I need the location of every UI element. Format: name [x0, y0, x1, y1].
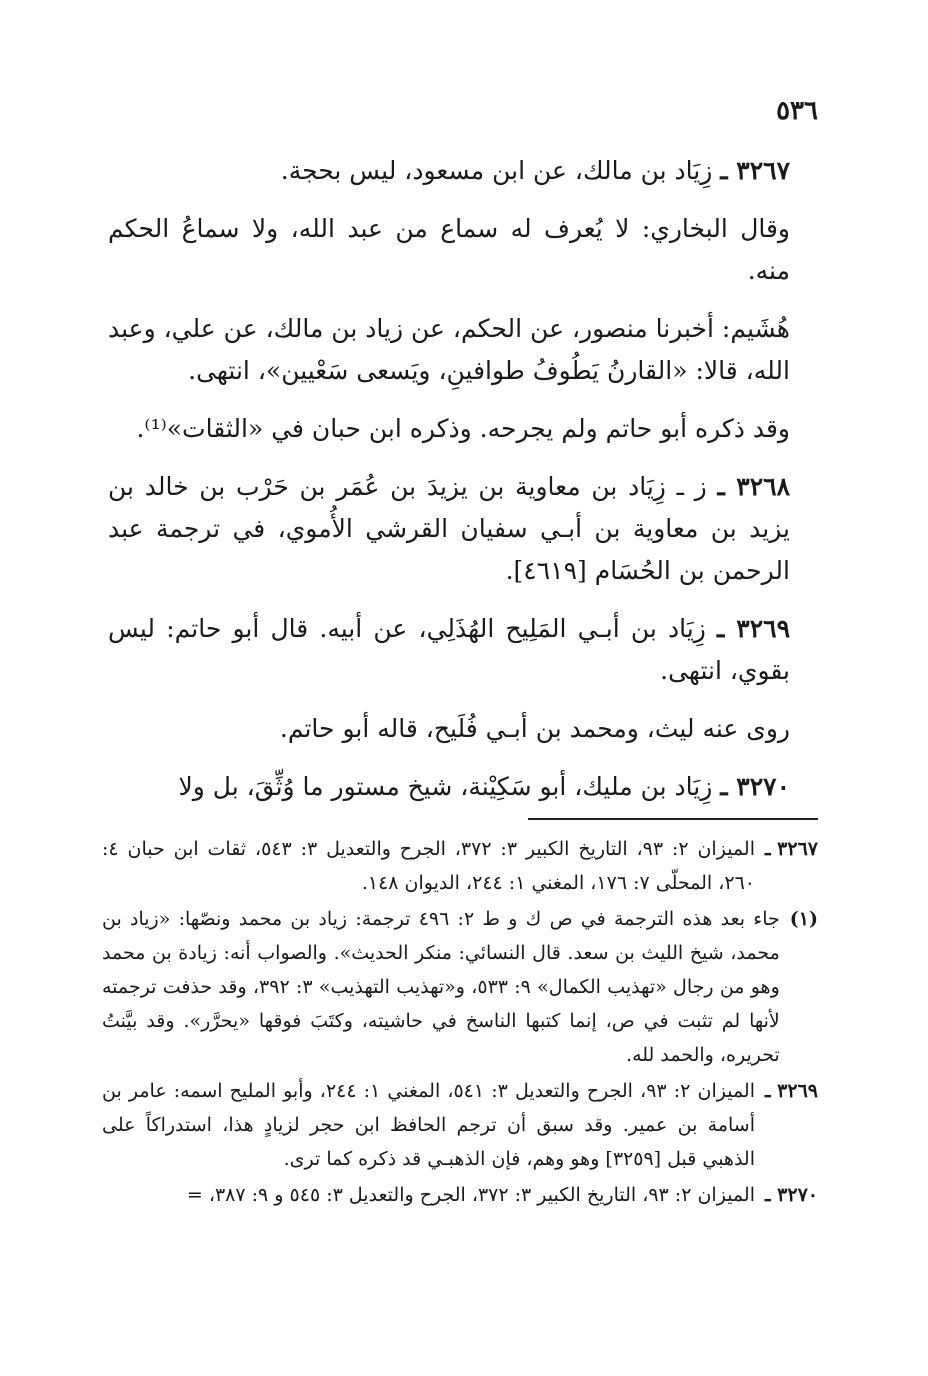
- entry-paragraph: روى عنه ليث، ومحمد بن أبـي فُلَيح، قاله أبو حاتم.: [279, 714, 790, 743]
- entry-number: ٣٢٦٧ ـ: [720, 156, 790, 185]
- footnote-3269: [102, 1074, 818, 1176]
- entry-number: ٣٢٧٠ ـ: [720, 772, 790, 801]
- footnote-text: جاء بعد هذه الترجمة في ص ك و ط ٢: ٤٩٦ ترجمة: زياد بن محمد ونصّها: «زياد بن محمد، شيخ الليث بن سعد. قال النسائي: منكر الحديث». والصواب أنه: زيادة بن محمد وهو من رجال «تهذيب الكمال» ٩: ٥٣٣، و«تهذيب التهذيب» ٣: ٣٩٢، وقد حذفت ترجمته لأنها لم تثبت في ص، إنما كتبها الناسخ في حاشيته، وكتَبَ فوقها «يحرَّر». وقد بيَّنتُ تحريره، والحمد لله.: [102, 908, 780, 1066]
- entry-text: ز ـ زِيَاد بن معاوية بن يزيدَ بن عُمَر بن حَرْب بن خالد بن يزيد بن معاوية بن أبـي سفيان القرشي الأُموي، في ترجمة عبد الرحمن بن الحُسَام [٤٦١٩].: [108, 472, 790, 585]
- entry-3267: [108, 150, 818, 192]
- footnote-1: [102, 902, 818, 1072]
- footnote-key: ٣٢٦٧ ـ: [764, 838, 818, 860]
- footnote-text: الميزان ٢: ٩٣، التاريخ الكبير ٣: ٣٧٢، الجرح والتعديل ٣: ٥٤٥ و ٩: ٣٨٧، =: [186, 1184, 755, 1206]
- footnote-3270: [102, 1178, 818, 1212]
- entry-text: زِيَاد بن مليك، أبو سَكِيْنة، شيخ مستور ما وُثِّقَ، بل ولا: [178, 772, 713, 801]
- entry-number: ٣٢٦٨ ـ: [717, 472, 791, 501]
- entry-paragraph: وقد ذكره أبو حاتم ولم يجرحه. وذكره ابن حبان في «الثقات»⁽¹⁾.: [136, 414, 790, 443]
- footnote-text: الميزان ٢: ٩٣، التاريخ الكبير ٣: ٣٧٢، الجرح والتعديل ٣: ٥٤٣، ثقات ابن حبان ٤: ٢٦٠، المحلّى ٧: ١٧٦، المغني ١: ٢٤٤، الديوان ١٤٨.: [102, 838, 755, 894]
- entry-text: زِيَاد بن مالك، عن ابن مسعود، ليس بحجة.: [280, 156, 713, 185]
- entry-text: زِيَاد بن أبـي المَلِيح الهُذَلِي، عن أبيه. قال أبو حاتم: ليس بقوي، انتهى.: [108, 614, 790, 685]
- footnote-3267: [102, 832, 818, 900]
- entry-paragraph: هُشَيم: أخبرنا منصور، عن الحكم، عن زياد بن مالك، عن علي، وعبد الله، قالا: «القارنُ يَطُوفُ طوافينِ، ويَسعى سَعْيين»، انتهى.: [108, 314, 790, 385]
- main-text: [108, 150, 818, 824]
- footnote-key: ٣٢٧٠ ـ: [764, 1184, 818, 1206]
- footnotes: [102, 832, 818, 1214]
- entry-number: ٣٢٦٩ ـ: [717, 614, 790, 643]
- footnote-key: (١): [789, 908, 818, 930]
- entry-3269: [108, 608, 818, 692]
- footnote-text: الميزان ٢: ٩٣، الجرح والتعديل ٣: ٥٤١، المغني ١: ٢٤٤، وأبو المليح اسمه: عامر بن أسامة بن عمير. وقد سبق أن ترجم الحافظ ابن حجر لزيادٍ هذا، استدراكاً على الذهبي قبل [٣٢٥٩] وهو وهم، فإن الذهبـي قد ذكره كما ترى.: [102, 1080, 755, 1170]
- page-number: ٥٣٦: [776, 96, 818, 126]
- entry-3268: [108, 466, 818, 592]
- footnote-divider: [528, 818, 818, 820]
- entry-3270: [108, 766, 818, 808]
- footnote-key: ٣٢٦٩ ـ: [764, 1080, 818, 1102]
- entry-paragraph: وقال البخاري: لا يُعرف له سماع من عبد الله، ولا سماعُ الحكم منه.: [108, 214, 790, 285]
